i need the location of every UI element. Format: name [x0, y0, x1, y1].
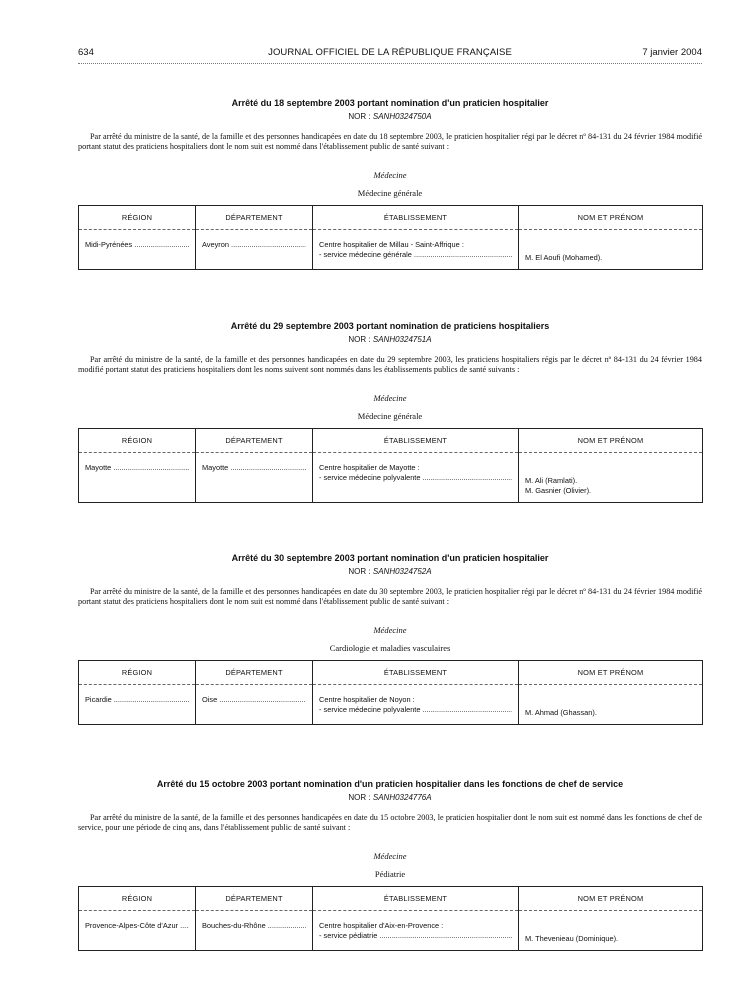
arrete-paragraph: Par arrêté du ministre de la santé, de la famille et des personnes handicapées en date du 15 octobre 2003, le praticien hospitalier dont le nom suit est nommé dans les fonctions de chef de service, pour une période de cinq ans, dans l'établissement public de santé suivant :	[78, 813, 702, 832]
category: Médecine	[373, 851, 407, 862]
cell-departement: Bouches-du-Rhône .....	[196, 911, 313, 951]
table-header-row	[79, 887, 703, 911]
nor-code: SANH0324750A	[372, 112, 432, 121]
table-row	[79, 453, 703, 503]
cell-region: Picardie .....	[79, 685, 196, 725]
nor-code: SANH0324752A	[372, 567, 432, 576]
header-region: RÉGION	[79, 661, 196, 685]
nor-reference	[78, 793, 702, 802]
header-nom: NOM ET PRÉNOM	[519, 887, 703, 911]
header-nom: NOM ET PRÉNOM	[519, 429, 703, 453]
page-number: 634	[78, 47, 94, 58]
subcategory: Médecine générale	[357, 411, 423, 422]
table-row	[79, 230, 703, 270]
arrete-4	[78, 779, 702, 951]
cell-region: Provence-Alpes-Côte d'Azur .....	[79, 911, 196, 951]
cell-departement: Mayotte .....	[196, 453, 313, 503]
arrete-paragraph: Par arrêté du ministre de la santé, de la famille et des personnes handicapées en date du 18 septembre 2003, le praticien hospitalier régi par le décret nº 84-131 du 24 février 1984 modifié portant statut des praticiens hospitaliers dont le nom suit est nommé dans l'établissement public de santé suivant :	[78, 132, 702, 151]
nor-reference	[78, 567, 702, 576]
header-departement: DÉPARTEMENT	[196, 429, 313, 453]
header-departement: DÉPARTEMENT	[196, 887, 313, 911]
nor-code: SANH0324776A	[372, 793, 432, 802]
header-divider	[78, 63, 702, 64]
page-header	[78, 45, 702, 61]
cell-nom: M. El Aoufi (Mohamed).	[519, 230, 703, 270]
nor-label: NOR :	[348, 335, 371, 344]
arrete-paragraph: Par arrêté du ministre de la santé, de la famille et des personnes handicapées en date du 29 septembre 2003, les praticiens hospitaliers régis par le décret nº 84-131 du 24 février 1984 modifié portant statut des praticiens hospitaliers dont les noms suivent sont nommés dans les établissements publics de santé suivants :	[78, 355, 702, 374]
cell-etablissement: Centre hospitalier de Mayotte : - service médecine polyvalente .....	[313, 453, 519, 503]
cell-etablissement: Centre hospitalier de Millau - Saint-Affrique : - service médecine générale .....	[313, 230, 519, 270]
header-region: RÉGION	[79, 429, 196, 453]
header-departement: DÉPARTEMENT	[196, 661, 313, 685]
nor-label: NOR :	[348, 793, 371, 802]
nomination-table	[78, 205, 703, 270]
category: Médecine	[373, 170, 407, 181]
cell-departement: Aveyron .....	[196, 230, 313, 270]
header-etablissement: ÉTABLISSEMENT	[313, 429, 519, 453]
cell-nom: M. Ahmad (Ghassan).	[519, 685, 703, 725]
nor-reference	[78, 335, 702, 344]
cell-nom: M. Thevenieau (Dominique).	[519, 911, 703, 951]
table-header-row	[79, 661, 703, 685]
issue-date: 7 janvier 2004	[642, 47, 702, 58]
header-etablissement: ÉTABLISSEMENT	[313, 206, 519, 230]
header-nom: NOM ET PRÉNOM	[519, 661, 703, 685]
arrete-title: Arrêté du 15 octobre 2003 portant nomination d'un praticien hospitalier dans les fonctions de chef de service	[156, 779, 624, 789]
cell-nom: M. Ali (Ramlati). M. Gasnier (Olivier).	[519, 453, 703, 503]
arrete-title: Arrêté du 18 septembre 2003 portant nomination d'un praticien hospitalier	[231, 98, 549, 108]
nor-code: SANH0324751A	[372, 335, 432, 344]
nomination-table	[78, 886, 703, 951]
arrete-paragraph: Par arrêté du ministre de la santé, de la famille et des personnes handicapées en date du 30 septembre 2003, le praticien hospitalier régi par le décret nº 84-131 du 24 février 1984 modifié portant statut des praticiens hospitaliers dont le nom suit est nommé dans l'établissement public de santé suivant :	[78, 587, 702, 606]
cell-departement: Oise .....	[196, 685, 313, 725]
arrete-2	[78, 321, 702, 503]
header-nom: NOM ET PRÉNOM	[519, 206, 703, 230]
subcategory: Pédiatrie	[374, 869, 406, 880]
nomination-table	[78, 428, 703, 503]
journal-title: JOURNAL OFFICIEL DE LA RÉPUBLIQUE FRANÇAISE	[268, 47, 512, 58]
arrete-3	[78, 553, 702, 725]
category: Médecine	[373, 625, 407, 636]
arrete-title: Arrêté du 30 septembre 2003 portant nomination d'un praticien hospitalier	[231, 553, 549, 563]
header-etablissement: ÉTABLISSEMENT	[313, 661, 519, 685]
table-header-row	[79, 206, 703, 230]
cell-region: Midi-Pyrénées .....	[79, 230, 196, 270]
header-region: RÉGION	[79, 206, 196, 230]
header-etablissement: ÉTABLISSEMENT	[313, 887, 519, 911]
header-departement: DÉPARTEMENT	[196, 206, 313, 230]
table-row	[79, 911, 703, 951]
header-region: RÉGION	[79, 887, 196, 911]
table-header-row	[79, 429, 703, 453]
nomination-table	[78, 660, 703, 725]
nor-label: NOR :	[348, 567, 371, 576]
arrete-1	[78, 98, 702, 270]
table-row	[79, 685, 703, 725]
nor-reference	[78, 112, 702, 121]
arrete-title: Arrêté du 29 septembre 2003 portant nomination de praticiens hospitaliers	[230, 321, 550, 331]
subcategory: Médecine générale	[357, 188, 423, 199]
subcategory: Cardiologie et maladies vasculaires	[329, 643, 451, 654]
cell-region: Mayotte .....	[79, 453, 196, 503]
cell-etablissement: Centre hospitalier de Noyon : - service médecine polyvalente .....	[313, 685, 519, 725]
category: Médecine	[373, 393, 407, 404]
cell-etablissement: Centre hospitalier d'Aix-en-Provence : - service pédiatrie .....	[313, 911, 519, 951]
nor-label: NOR :	[348, 112, 371, 121]
